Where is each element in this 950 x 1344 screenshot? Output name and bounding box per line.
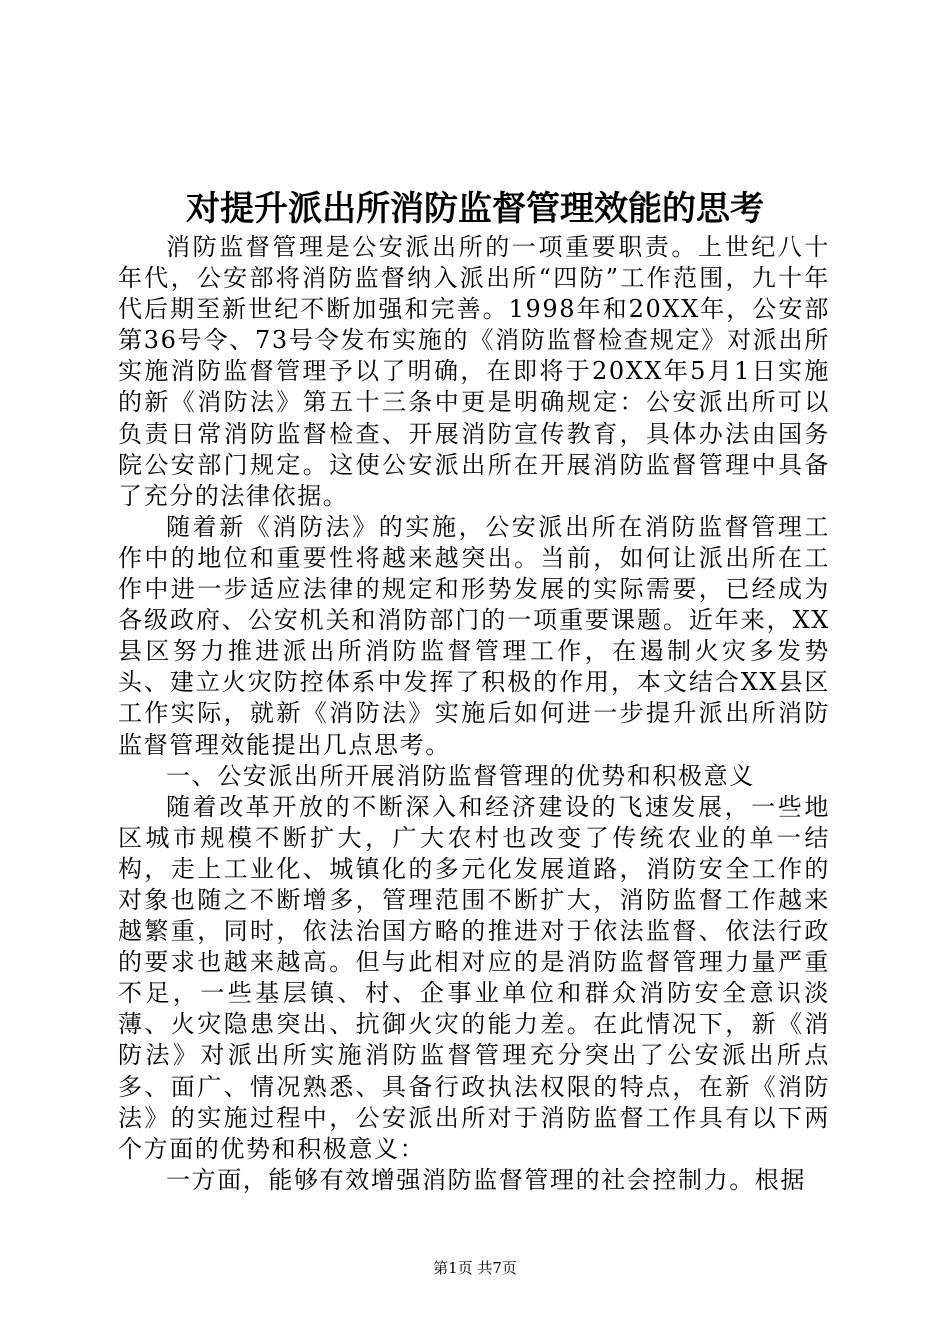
page-footer: 第1页 共7页 (433, 1259, 517, 1277)
paragraph-section-1: 随着改革开放的不断深入和经济建设的飞速发展，一些地区城市规模不断扩大，广大农村也改变了传统农业的单一结构，走上工业化、城镇化的多元化发展道路，消防安全工作的对象也随之不断增多，管理范围不断扩大，消防监督工作越来越繁重，同时，依法治国方略的推进对于依法监督、依法行政的要求也越来越高。但与此相对应的是消防监督管理力量严重不足，一些基层镇、村、企事业单位和群众消防安全意识淡薄、火灾隐患突出、抗御火灾的能力差。在此情况下，新《消防法》对派出所实施消防监督管理充分突出了公安派出所点多、面广、情况熟悉、具备行政执法权限的特点，在新《消防法》的实施过程中，公安派出所对于消防监督工作具有以下两个方面的优势和积极意义： (118, 792, 830, 1163)
section-heading-1: 一、公安派出所开展消防监督管理的优势和积极意义 (166, 761, 755, 790)
document-title: 对提升派出所消防监督管理效能的思考 (186, 189, 764, 229)
paragraph-section-1-point-1: 一方面，能够有效增强消防监督管理的社会控制力。根据 (166, 1165, 806, 1194)
paragraph-background: 随着新《消防法》的实施，公安派出所在消防监督管理工作中的地位和重要性将越来越突出。当前，如何让派出所在工作中进一步适应法律的规定和形势发展的实际需要，已经成为各级政府、公安机关和消防部门的一项重要课题。近年来，XX县区努力推进派出所消防监督管理工作，在遏制火灾多发势头、建立火灾防控体系中发挥了积极的作用，本文结合XX县区工作实际，就新《消防法》实施后如何进一步提升派出所消防监督管理效能提出几点思考。 (118, 512, 830, 759)
paragraph-intro: 消防监督管理是公安派出所的一项重要职责。上世纪八十年代，公安部将消防监督纳入派出所“四防”工作范围，九十年代后期至新世纪不断加强和完善。1998年和20XX年，公安部第36号令、73号令发布实施的《消防监督检查规定》对派出所实施消防监督管理予以了明确，在即将于20XX年5月1日实施的新《消防法》第五十三条中更是明确规定：公安派出所可以负责日常消防监督检查、开展消防宣传教育，具体办法由国务院公安部门规定。这使公安派出所在开展消防监督管理中具备了充分的法律依据。 (118, 233, 830, 510)
document-body (118, 232, 830, 1196)
